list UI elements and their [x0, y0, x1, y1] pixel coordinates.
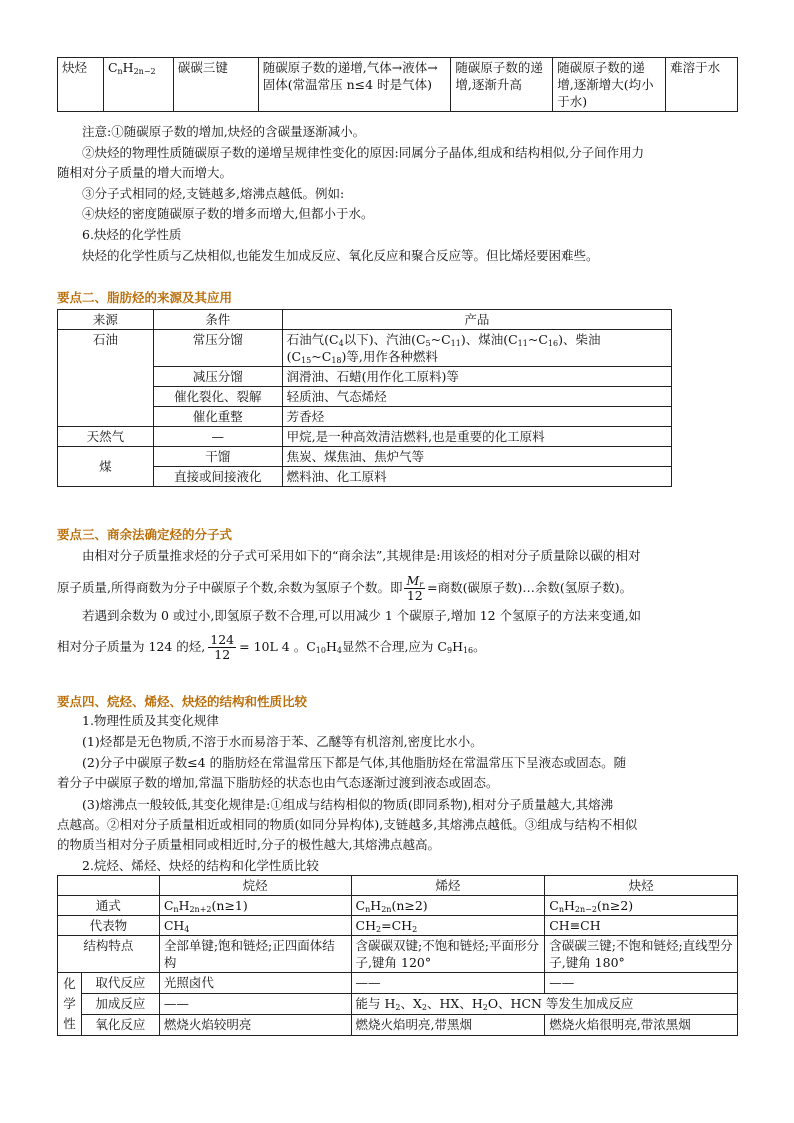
cell-alkyne: 炔烃: [58, 58, 104, 112]
product-cell: 焦炭、煤焦油、焦炉气等: [282, 447, 671, 467]
condition-cell: —: [153, 427, 282, 447]
cell-general-formula: $C_nH_{2n-2}$: [103, 58, 173, 112]
table-row: [58, 310, 672, 330]
p3-line-b: 原子质量,所得商数为分子中碳原子个数,余数为氢原子个数。即 $\frac{M_r}{12}$ =商数(碳原子数)…余数(氢原子数)。: [57, 573, 633, 603]
cell-boiling: 随碳原子数的递增,逐渐升高: [451, 58, 553, 112]
p4-l3c: 的物质当相对分子质量相同或相近时,分子的极性越大,其熔沸点越高。: [57, 837, 440, 852]
row-label-oxidation: 氧化反应: [81, 1015, 159, 1036]
row-label-representative: 代表物: [58, 916, 160, 936]
product-cell: 燃料油、化工原料: [282, 467, 671, 487]
table-row: [58, 427, 672, 447]
heading-2: 要点二、脂肪烃的来源及其应用: [57, 290, 233, 305]
header-alkene: 烯烃: [351, 876, 545, 896]
row-label-chemistry: 化 学 性: [58, 973, 82, 1036]
cell-state: 随碳原子数的递增,气体→液体→固体(常温常压 n≤4 时是气体): [258, 58, 451, 112]
comparison-table: [57, 875, 738, 1036]
row-label-addition: 加成反应: [81, 994, 159, 1015]
cell: ——: [351, 973, 545, 994]
section-6-title: 6.炔烃的化学性质: [82, 227, 182, 242]
cell-solubility: 难溶于水: [666, 58, 738, 112]
table-row: [58, 447, 672, 467]
cell: 光照卤代: [159, 973, 351, 994]
cell: 全部单键;饱和链烃;正四面体结构: [159, 936, 351, 973]
header-source: 来源: [58, 310, 154, 330]
p3-line-d: 若遇到余数为 0 或过小,即氢原子数不合理,可以用减少 1 个碳原子,增加 12 个氢原子的方法来变通,如: [82, 608, 642, 623]
p4-l3b: 点越高。②相对分子质量相近或相同的物质(如同分异构体),支链越多,其熔沸点越低。③组成与结构不相似: [57, 817, 638, 832]
p4-s2: 2.烷烃、烯烃、炔烃的结构和化学性质比较: [82, 858, 319, 873]
source-oil: 石油: [58, 330, 154, 427]
p4-l2b: 着分子中碳原子数的增加,常温下脂肪烃的状态也由气态逐渐过渡到液态或固态。: [57, 775, 499, 790]
table-row: [58, 330, 672, 367]
header-alkane: 烷烃: [159, 876, 351, 896]
p4-l2a: (2)分子中碳原子数≤4 的脂肪烃在常温常压下都是气体,其他脂肪烃在常温常压下呈液态或固态。随: [82, 755, 627, 770]
p4-s1: 1.物理性质及其变化规律: [82, 713, 219, 728]
cell: $C_nH_{2n-2}(n\ge 2)$: [545, 896, 738, 916]
table-row: [58, 58, 738, 112]
cell: $CH_2=CH_2$: [351, 916, 545, 936]
cell: 燃烧火焰明亮,带黑烟: [351, 1015, 545, 1036]
note-2b: 随相对分子质量的增大而增大。: [57, 165, 233, 180]
cell: 燃烧火焰很明亮,带浓黑烟: [545, 1015, 738, 1036]
note-2a: ②炔烃的物理性质随碳原子数的递增呈规律性变化的原因:同属分子晶体,组成和结构相似,分子间作用力: [82, 145, 645, 160]
cell: ——: [545, 973, 738, 994]
p3-line-a: 由相对分子质量推求烃的分子式可采用如下的“商余法”,其规律是:用该烃的相对分子质量除以碳的相对: [82, 548, 641, 563]
header-condition: 条件: [153, 310, 282, 330]
row-label-substitution: 取代反应: [81, 973, 159, 994]
example-fraction: $\frac{124}{12}$: [210, 632, 235, 662]
blank-header: [58, 876, 160, 896]
cell: CH≡CH: [545, 916, 738, 936]
section-6-text: 炔烃的化学性质与乙炔相似,也能发生加成反应、氧化反应和聚合反应等。但比烯烃要困难些。: [82, 248, 599, 263]
header-alkyne: 炔烃: [545, 876, 738, 896]
condition-cell: 催化裂化、裂解: [153, 387, 282, 407]
table-row: [58, 1015, 738, 1036]
product-cell: 甲烷,是一种高效清洁燃料,也是重要的化工原料: [282, 427, 671, 447]
p4-l1: (1)烃都是无色物质,不溶于水而易溶于苯、乙醚等有机溶剂,密度比水小。: [82, 734, 483, 749]
source-gas: 天然气: [58, 427, 154, 447]
note-4: ④炔烃的密度随碳原子数的增多而增大,但都小于水。: [82, 206, 374, 221]
heading-3: 要点三、商余法确定烃的分子式: [57, 527, 233, 542]
condition-cell: 干馏: [153, 447, 282, 467]
table-row: [58, 916, 738, 936]
table-row: [58, 936, 738, 973]
p3-line-e: 相对分子质量为 124 的烃, $\frac{124}{12}$ = 10L 4 。$C_{10}H_4$显然不合理,应为 $C_9H_{16}$。: [57, 632, 486, 662]
cell: 能与 $H_2$、$X_2$、HX、$H_2O$、HCN 等发生加成反应: [351, 994, 737, 1015]
cell: $C_nH_{2n}(n\ge 2)$: [351, 896, 545, 916]
table-row: [58, 876, 738, 896]
condition-cell: 减压分馏: [153, 367, 282, 387]
cell: $CH_4$: [159, 916, 351, 936]
cell: $C_nH_{2n+2}(n\ge 1)$: [159, 896, 351, 916]
row-label-formula: 通式: [58, 896, 160, 916]
heading-4: 要点四、烷烃、烯烃、炔烃的结构和性质比较: [57, 694, 308, 709]
cell-bond: 碳碳三键: [173, 58, 258, 112]
cell-density: 随碳原子数的递增,逐渐增大(均小于水): [553, 58, 666, 112]
product-cell: 芳香烃: [282, 407, 671, 427]
product-cell: 润滑油、石蜡(用作化工原料)等: [282, 367, 671, 387]
condition-cell: 催化重整: [153, 407, 282, 427]
quotient-fraction: $\frac{M_r}{12}$: [406, 573, 424, 603]
condition-cell: 直接或间接液化: [153, 467, 282, 487]
header-product: 产品: [282, 310, 671, 330]
sources-table: [57, 309, 672, 487]
cell: 燃烧火焰较明亮: [159, 1015, 351, 1036]
p4-l3a: (3)熔沸点一般较低,其变化规律是:①组成与结构相似的物质(即同系物),相对分子质量越大,其熔沸: [82, 797, 614, 812]
cell: 含碳碳三键;不饱和链烃;直线型分子,键角 180°: [545, 936, 738, 973]
product-cell: 石油气($C_4$以下)、汽油$(C_5\sim C_{11})$、煤油$(C_{11}\sim C_{16})$、柴油 $(C_{15}\sim C_{18})$等,用作各种燃料: [282, 330, 671, 367]
alkyne-properties-table: [57, 57, 738, 112]
cell: 含碳碳双键;不饱和链烃;平面形分子,键角 120°: [351, 936, 545, 973]
table-row: [58, 973, 738, 994]
table-row: [58, 896, 738, 916]
cell: ——: [159, 994, 351, 1015]
source-coal: 煤: [58, 447, 154, 487]
row-label-structure: 结构特点: [58, 936, 160, 973]
table-row: [58, 994, 738, 1015]
note-3: ③分子式相同的烃,支链越多,熔沸点越低。例如:: [82, 186, 345, 201]
note-1: 注意:①随碳原子数的增加,炔烃的含碳量逐渐减小。: [82, 124, 366, 139]
condition-cell: 常压分馏: [153, 330, 282, 367]
product-cell: 轻质油、气态烯烃: [282, 387, 671, 407]
